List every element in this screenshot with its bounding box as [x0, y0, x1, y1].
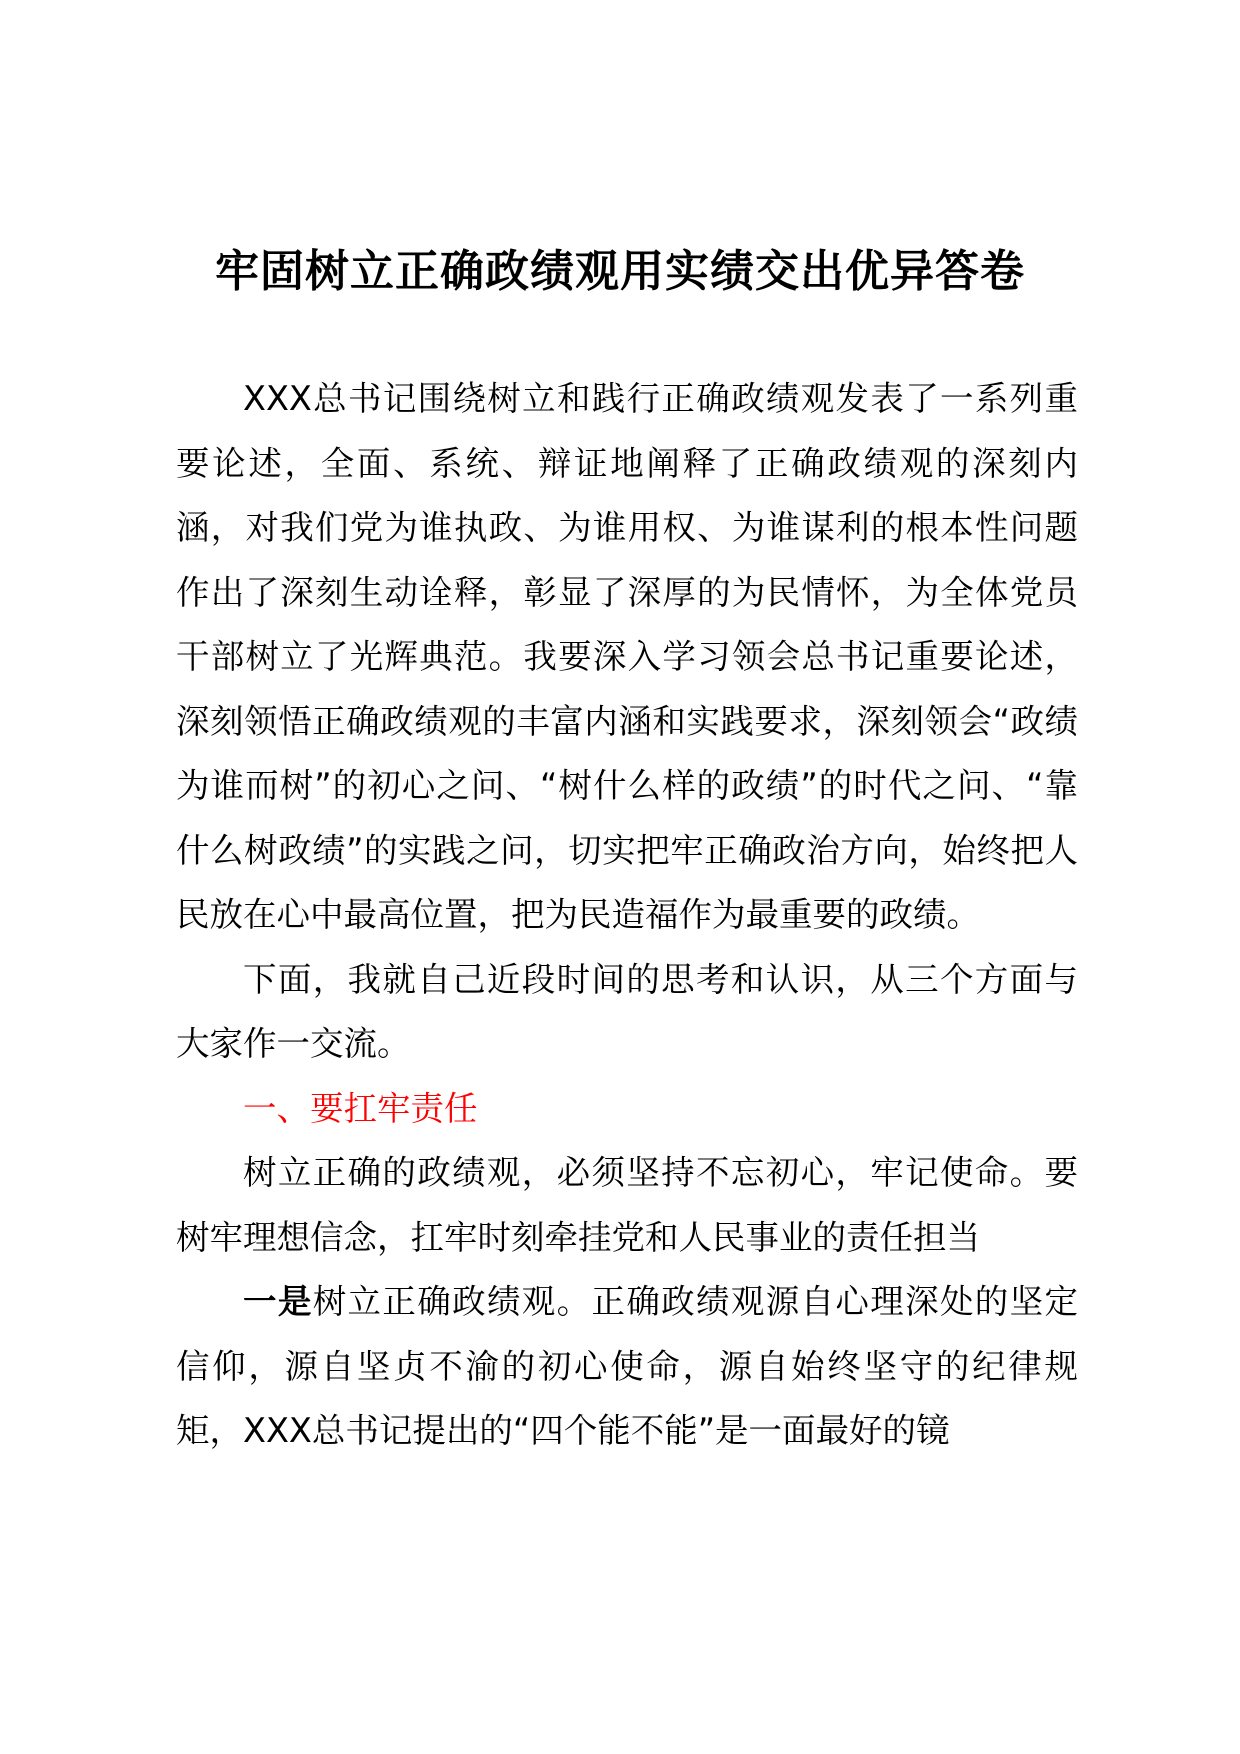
body-paragraph	[176, 1270, 1078, 1464]
paragraph-text: 树立正确政绩观。正确政绩观源自心理深处的坚定信仰，源自坚贞不渝的初心使命，源自始终坚守的纪律规矩，XXX总书记提出的“四个能不能”是一面最好的镜	[176, 1282, 1079, 1450]
body-paragraph: XXX总书记围绕树立和践行正确政绩观发表了一系列重要论述，全面、系统、辩证地阐释了正确政绩观的深刻内涵，对我们党为谁执政、为谁用权、为谁谋利的根本性问题作出了深刻生动诠释，彰显了深厚的为民情怀，为全体党员干部树立了光辉典范。我要深入学习领会总书记重要论述，深刻领悟正确政绩观的丰富内涵和实践要求，深刻领会“政绩为谁而树”的初心之问、“树什么样的政绩”的时代之问、“靠什么树政绩”的实践之问，切实把牢正确政治方向，始终把人民放在心中最高位置，把为民造福作为最重要的政绩。	[176, 379, 1078, 934]
body-paragraph: 树立正确的政绩观，必须坚持不忘初心，牢记使命。要树牢理想信念，扛牢时刻牵挂党和人民事业的责任担当	[176, 1153, 1078, 1257]
document-body	[176, 367, 1078, 1464]
paragraph-lead: 一是	[243, 1282, 313, 1321]
document-title: 牢固树立正确政绩观用实绩交出优异答卷	[215, 246, 1025, 297]
section-heading: 一、要扛牢责任	[243, 1088, 478, 1128]
body-paragraph: 下面，我就自己近段时间的思考和认识，从三个方面与大家作一交流。	[176, 959, 1078, 1063]
